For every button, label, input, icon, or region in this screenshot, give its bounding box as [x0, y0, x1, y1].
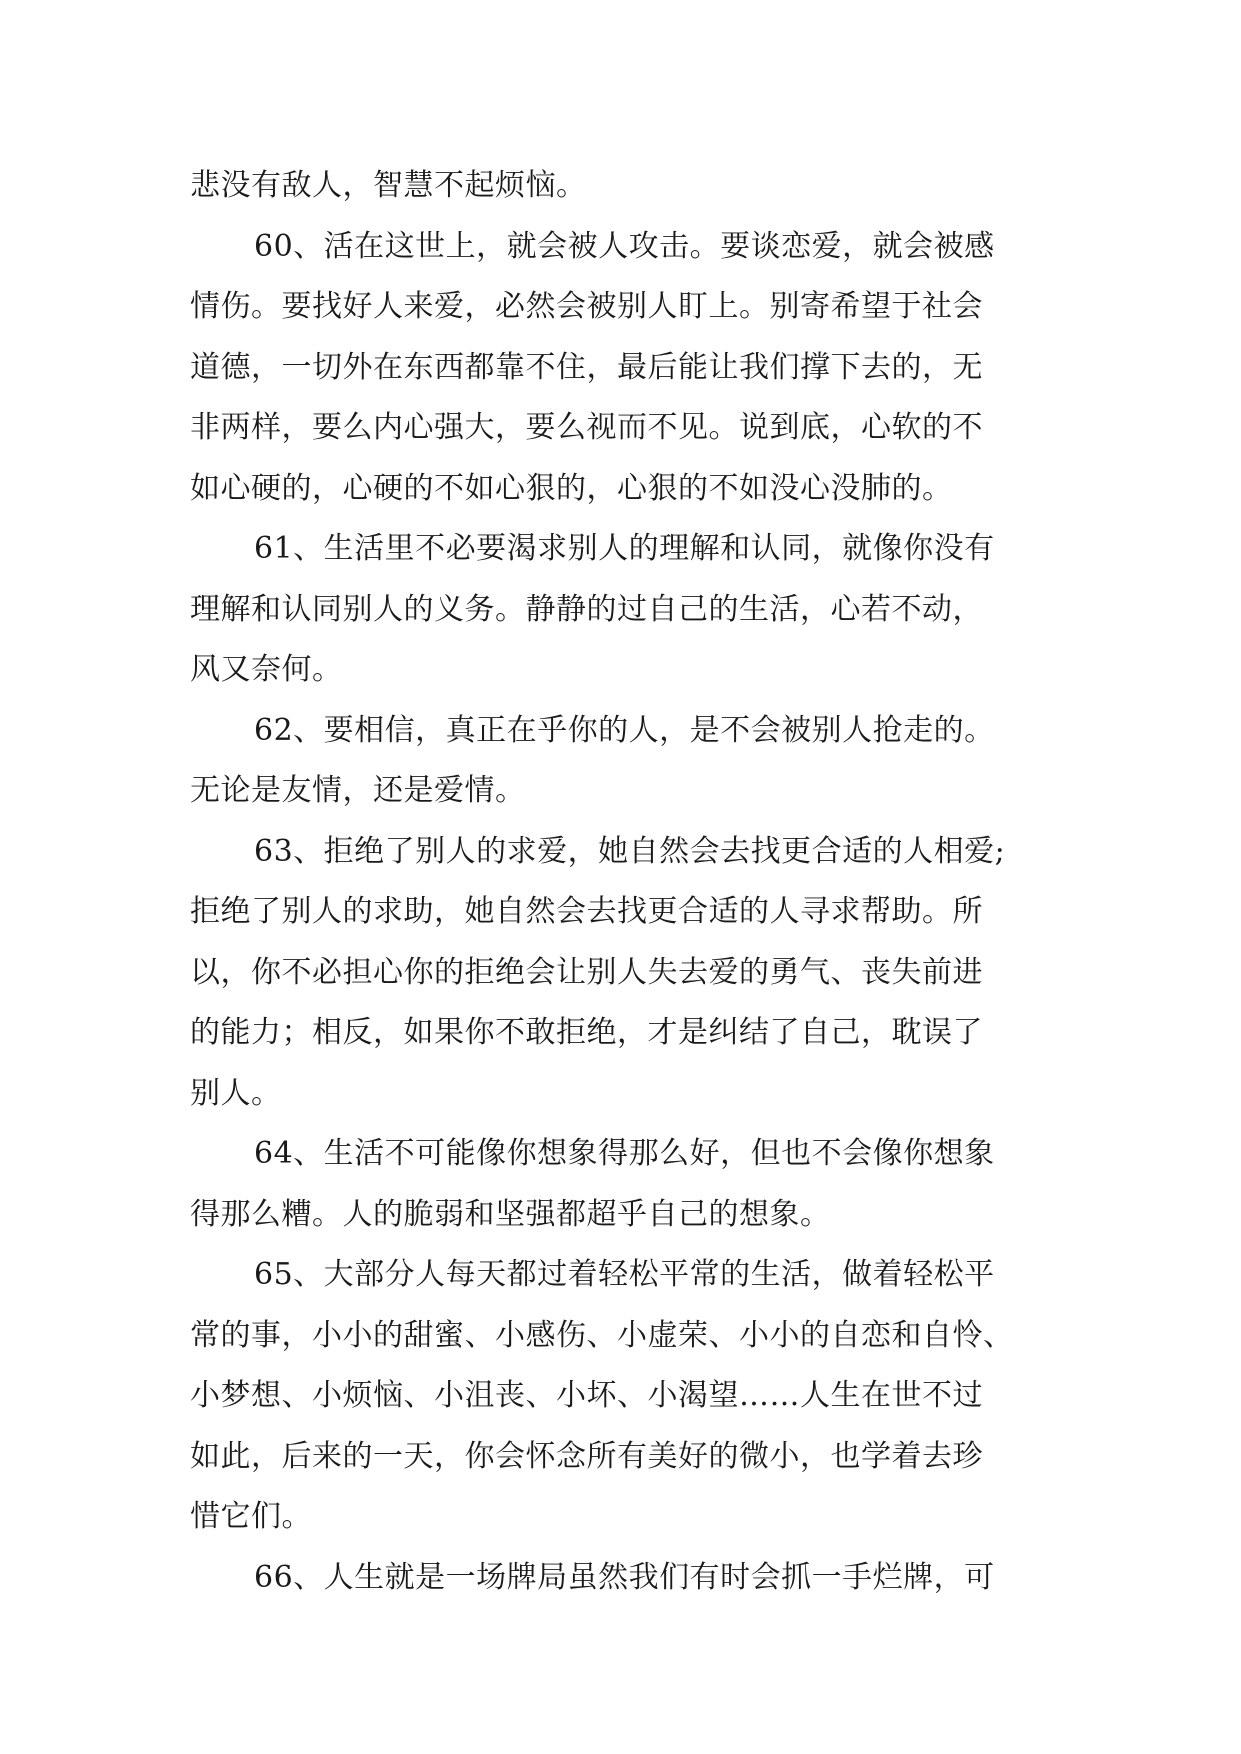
text-line: 常的事，小小的甜蜜、小感伤、小虚荣、小小的自恋和自怜、	[190, 1317, 1014, 1353]
text-line: 得那么糟。人的脆弱和坚强都超乎自己的想象。	[190, 1196, 831, 1232]
text-line: 非两样，要么内心强大，要么视而不见。说到底，心软的不	[190, 410, 983, 445]
text-line: 拒绝了别人的求助，她自然会去找更合适的人寻求帮助。所	[190, 894, 983, 929]
text-line: 别人。	[190, 1075, 282, 1111]
text-line: 无论是友情，还是爱情。	[190, 773, 526, 808]
text-line: 64、生活不可能像你想象得那么好，但也不会像你想象	[254, 1136, 995, 1171]
text-line: 风又奈何。	[190, 652, 343, 687]
text-line: 道德，一切外在东西都靠不住，最后能让我们撑下去的，无	[190, 349, 983, 385]
text-line: 65、大部分人每天都过着轻松平常的生活，做着轻松平	[254, 1257, 995, 1292]
text-line: 小梦想、小烦恼、小沮丧、小坏、小渴望……人生在世不过	[190, 1378, 983, 1413]
text-line: 60、活在这世上，就会被人攻击。要谈恋爱，就会被感	[254, 228, 995, 264]
text-line: 悲没有敌人，智慧不起烦恼。	[190, 168, 587, 203]
text-line: 63、拒绝了别人的求爱，她自然会去找更合适的人相爱;	[254, 833, 1006, 869]
text-line: 如心硬的，心硬的不如心狠的，心狠的不如没心没肺的。	[190, 470, 953, 506]
text-line: 情伤。要找好人来爱，必然会被别人盯上。别寄希望于社会	[190, 289, 983, 324]
text-line: 理解和认同别人的义务。静静的过自己的生活，心若不动，	[190, 591, 983, 627]
text-line: 如此，后来的一天，你会怀念所有美好的微小，也学着去珍	[190, 1438, 983, 1474]
text-line: 66、人生就是一场牌局虽然我们有时会抓一手烂牌，可	[254, 1559, 995, 1595]
text-line: 以，你不必担心你的拒绝会让别人失去爱的勇气、丧失前进	[190, 954, 983, 990]
text-line: 61、生活里不必要渴求别人的理解和认同，就像你没有	[254, 531, 995, 566]
text-line: 惜它们。	[190, 1499, 312, 1534]
body-text	[190, 156, 1090, 1608]
text-line: 的能力；相反，如果你不敢拒绝，才是纠结了自己，耽误了	[190, 1015, 983, 1050]
text-line: 62、要相信，真正在乎你的人，是不会被别人抢走的。	[254, 712, 995, 748]
